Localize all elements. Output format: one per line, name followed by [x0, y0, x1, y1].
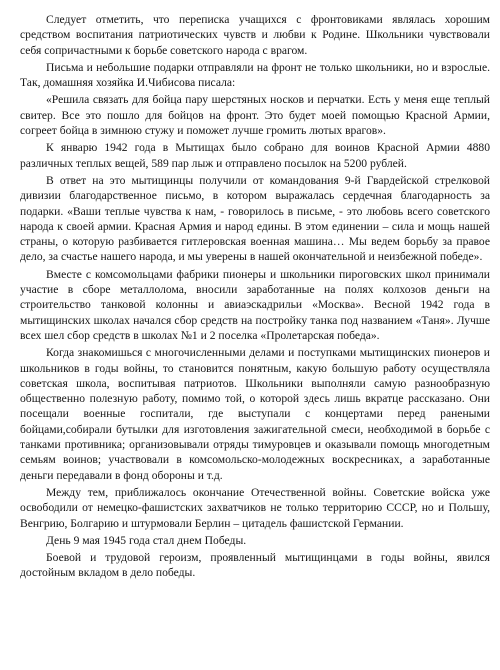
paragraph: Боевой и трудовой героизм, проявленный мытищинцами в годы войны, явился достойным вкладом в дело победы. [20, 551, 490, 580]
paragraph-quote: «Решила связать для бойца пару шерстяных носков и перчатки. Есть у меня еще теплый свитер. Все это пошло для бойцов на фронт. Это будет моей помощью Красной Армии, согреет бойца в зимнюю стужу и поможет лучше громить лютых врагов». [20, 93, 490, 138]
paragraph: День 9 мая 1945 года стал днем Победы. [46, 533, 247, 547]
paragraph: Следует отметить, что переписка учащихся с фронтовиками являлась хорошим средством воспитания патриотических чувств и любви к Родине. Школьники чувствовали себя сопричастными к борьбе советского народа с врагом. [20, 13, 490, 57]
document-body [20, 12, 490, 583]
paragraph: Вместе с комсомольцами фабрики пионеры и школьники пироговских школ принимали участие в сборе металлолома, вносили заработанные на полях колхозов деньги на строительство танковой колонны и авиаэскадрильи «Москва». Весной 1942 года в мытищинских школах начался сбор средств на постройку танка под названием «Таня». Лучше всех шел сбор средств в школах №1 и 2 поселка «Пролетарская победа». [20, 267, 490, 342]
paragraph: Когда знакомишься с многочисленными делами и поступками мытищинских пионеров и школьников в годы войны, то становится понятным, какую большую работу осуществляла советская школа, воспитывая патриотов. Школьники выполняли самую разнообразную общественно полезную работу, помимо той, о которой здесь лишь вкратце рассказано. Они посещали военные госпитали, где выступали с концертами перед ранеными бойцами,собирали бутылки для изготовления зажигательной смеси, необходимой в борьбе с танками противника; организовывали отряды тимуровцев и оказывали помощь многодетным семьям воинов; участвовали в комсомольско-молодежных воскресниках, а заработанные деньги передавали в фонд обороны и т.д. [20, 346, 490, 482]
paragraph: В ответ на это мытищинцы получили от командования 9-й Гвардейской стрелковой дивизии благодарственное письмо, в котором выражалась сердечная благодарность за подарки. «Ваши теплые чувства к нам, - говорилось в письме, - это любовь всего советского народа к своей армии. Красная Армия и народ едины. В этом единении – сила и мощь нашей страны, о которую разбивается гитлеровская военная машина… Мы ведем борьбу за правое дело, за счастье нашего народа, и мы уверены в нашей окончательной и неизбежной победе». [20, 173, 490, 264]
paragraph: К январю 1942 года в Мытищах было собрано для воинов Красной Армии 4880 различных теплых вещей, 589 пар лыж и отправлено посылок на 5200 рублей. [20, 141, 490, 170]
paragraph: Письма и небольшие подарки отправляли на фронт не только школьники, но и взрослые. Так, домашняя хозяйка И.Чибисова писала: [20, 60, 490, 90]
paragraph: Между тем, приближалось окончание Отечественной войны. Советские войска уже освободили от немецко-фашистских захватчиков не только территорию СССР, но и Польшу, Венгрию, Болгарию и штурмовали Берлин – цитадель фашистской Германии. [20, 485, 490, 530]
